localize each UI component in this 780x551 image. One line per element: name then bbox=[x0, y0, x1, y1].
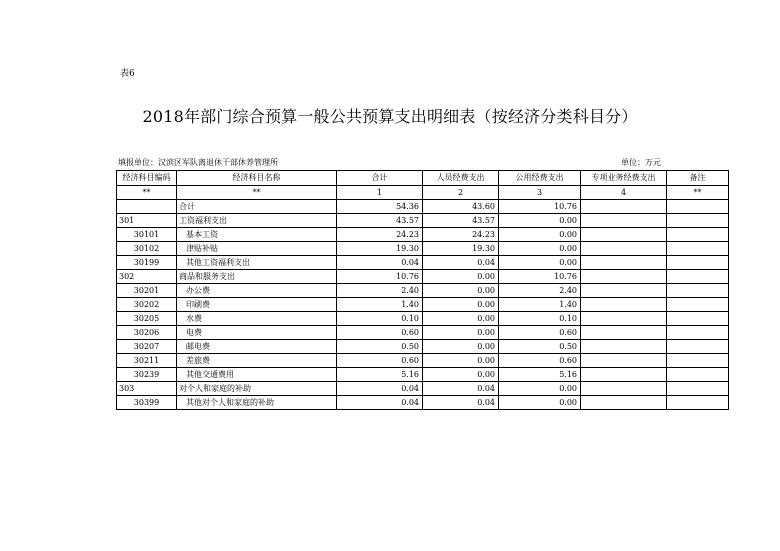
name-cell: 其他工资福利支出 bbox=[177, 256, 337, 270]
table-row bbox=[117, 214, 729, 228]
total-cell: 54.36 bbox=[337, 200, 423, 214]
header-total: 合计 bbox=[337, 171, 423, 186]
special-cell bbox=[581, 298, 667, 312]
special-cell bbox=[581, 284, 667, 298]
special-cell bbox=[581, 256, 667, 270]
table-row bbox=[117, 368, 729, 382]
personnel-cell: 24.23 bbox=[423, 228, 499, 242]
index-cell: 4 bbox=[581, 186, 667, 200]
table-row bbox=[117, 326, 729, 340]
total-cell: 1.40 bbox=[337, 298, 423, 312]
note-cell bbox=[667, 312, 729, 326]
header-code: 经济科目编码 bbox=[117, 171, 177, 186]
special-cell bbox=[581, 200, 667, 214]
personnel-cell: 43.57 bbox=[423, 214, 499, 228]
note-cell bbox=[667, 368, 729, 382]
personnel-cell: 0.00 bbox=[423, 354, 499, 368]
personnel-cell: 43.60 bbox=[423, 200, 499, 214]
note-cell bbox=[667, 298, 729, 312]
index-row bbox=[117, 186, 729, 200]
note-cell bbox=[667, 284, 729, 298]
budget-table bbox=[116, 170, 729, 410]
note-cell bbox=[667, 270, 729, 284]
total-cell: 19.30 bbox=[337, 242, 423, 256]
note-cell bbox=[667, 326, 729, 340]
personnel-cell: 0.00 bbox=[423, 298, 499, 312]
special-cell bbox=[581, 340, 667, 354]
table-number: 表6 bbox=[120, 69, 135, 79]
total-cell: 2.40 bbox=[337, 284, 423, 298]
public-cell: 0.00 bbox=[499, 242, 581, 256]
code-cell: 303 bbox=[117, 382, 177, 396]
personnel-cell: 0.04 bbox=[423, 382, 499, 396]
code-cell: 30399 bbox=[117, 396, 177, 410]
total-cell: 0.04 bbox=[337, 396, 423, 410]
personnel-cell: 0.00 bbox=[423, 284, 499, 298]
total-cell: 24.23 bbox=[337, 228, 423, 242]
name-cell: 差旅费 bbox=[177, 354, 337, 368]
code-cell: 30102 bbox=[117, 242, 177, 256]
code-cell: 30202 bbox=[117, 298, 177, 312]
note-cell bbox=[667, 228, 729, 242]
note-cell bbox=[667, 340, 729, 354]
special-cell bbox=[581, 228, 667, 242]
code-cell: 301 bbox=[117, 214, 177, 228]
code-cell: 30101 bbox=[117, 228, 177, 242]
table-row bbox=[117, 312, 729, 326]
code-cell: 30205 bbox=[117, 312, 177, 326]
index-cell: ** bbox=[667, 186, 729, 200]
note-cell bbox=[667, 382, 729, 396]
table-row bbox=[117, 382, 729, 396]
total-cell: 5.16 bbox=[337, 368, 423, 382]
personnel-cell: 0.00 bbox=[423, 270, 499, 284]
total-cell: 0.04 bbox=[337, 382, 423, 396]
name-cell: 工资福利支出 bbox=[177, 214, 337, 228]
personnel-cell: 0.00 bbox=[423, 326, 499, 340]
public-cell: 0.50 bbox=[499, 340, 581, 354]
public-cell: 0.60 bbox=[499, 354, 581, 368]
table-row bbox=[117, 354, 729, 368]
name-cell: 办公费 bbox=[177, 284, 337, 298]
personnel-cell: 0.00 bbox=[423, 340, 499, 354]
public-cell: 10.76 bbox=[499, 270, 581, 284]
name-cell: 其他对个人和家庭的补助 bbox=[177, 396, 337, 410]
personnel-cell: 0.04 bbox=[423, 396, 499, 410]
public-cell: 2.40 bbox=[499, 284, 581, 298]
reporting-unit: 填报单位：汉滨区军队离退休干部休养管理所 bbox=[118, 158, 278, 167]
name-cell: 其他交通费用 bbox=[177, 368, 337, 382]
special-cell bbox=[581, 312, 667, 326]
header-row bbox=[117, 171, 729, 186]
public-cell: 1.40 bbox=[499, 298, 581, 312]
index-cell: 2 bbox=[423, 186, 499, 200]
table-row bbox=[117, 256, 729, 270]
code-cell: 30207 bbox=[117, 340, 177, 354]
name-cell: 电费 bbox=[177, 326, 337, 340]
public-cell: 0.00 bbox=[499, 228, 581, 242]
code-cell: 30206 bbox=[117, 326, 177, 340]
table-row bbox=[117, 298, 729, 312]
special-cell bbox=[581, 270, 667, 284]
public-cell: 0.00 bbox=[499, 382, 581, 396]
total-cell: 10.76 bbox=[337, 270, 423, 284]
header-special: 专项业务经费支出 bbox=[581, 171, 667, 186]
name-cell: 商品和服务支出 bbox=[177, 270, 337, 284]
special-cell bbox=[581, 214, 667, 228]
table-row bbox=[117, 270, 729, 284]
name-cell: 水费 bbox=[177, 312, 337, 326]
table-row bbox=[117, 284, 729, 298]
header-personnel: 人员经费支出 bbox=[423, 171, 499, 186]
note-cell bbox=[667, 256, 729, 270]
public-cell: 0.60 bbox=[499, 326, 581, 340]
index-cell: 3 bbox=[499, 186, 581, 200]
personnel-cell: 0.04 bbox=[423, 256, 499, 270]
note-cell bbox=[667, 354, 729, 368]
personnel-cell: 0.00 bbox=[423, 368, 499, 382]
index-cell: 1 bbox=[337, 186, 423, 200]
name-cell: 邮电费 bbox=[177, 340, 337, 354]
personnel-cell: 19.30 bbox=[423, 242, 499, 256]
public-cell: 10.76 bbox=[499, 200, 581, 214]
total-cell: 43.57 bbox=[337, 214, 423, 228]
public-cell: 5.16 bbox=[499, 368, 581, 382]
index-cell: ** bbox=[177, 186, 337, 200]
special-cell bbox=[581, 396, 667, 410]
code-cell: 302 bbox=[117, 270, 177, 284]
total-cell: 0.04 bbox=[337, 256, 423, 270]
code-cell: 30211 bbox=[117, 354, 177, 368]
name-cell: 合计 bbox=[177, 200, 337, 214]
special-cell bbox=[581, 368, 667, 382]
total-cell: 0.10 bbox=[337, 312, 423, 326]
code-cell bbox=[117, 200, 177, 214]
name-cell: 基本工资 bbox=[177, 228, 337, 242]
note-cell bbox=[667, 396, 729, 410]
total-cell: 0.50 bbox=[337, 340, 423, 354]
code-cell: 30201 bbox=[117, 284, 177, 298]
public-cell: 0.10 bbox=[499, 312, 581, 326]
total-cell: 0.60 bbox=[337, 326, 423, 340]
header-note: 备注 bbox=[667, 171, 729, 186]
public-cell: 0.00 bbox=[499, 256, 581, 270]
note-cell bbox=[667, 214, 729, 228]
header-name: 经济科目名称 bbox=[177, 171, 337, 186]
special-cell bbox=[581, 382, 667, 396]
public-cell: 0.00 bbox=[499, 396, 581, 410]
currency-unit: 单位：万元 bbox=[621, 158, 661, 167]
table-row bbox=[117, 340, 729, 354]
table-row bbox=[117, 396, 729, 410]
header-public: 公用经费支出 bbox=[499, 171, 581, 186]
table-row bbox=[117, 228, 729, 242]
code-cell: 30199 bbox=[117, 256, 177, 270]
special-cell bbox=[581, 326, 667, 340]
name-cell: 对个人和家庭的补助 bbox=[177, 382, 337, 396]
table-row bbox=[117, 200, 729, 214]
name-cell: 印刷费 bbox=[177, 298, 337, 312]
note-cell bbox=[667, 242, 729, 256]
total-cell: 0.60 bbox=[337, 354, 423, 368]
page-title: 2018年部门综合预算一般公共预算支出明细表（按经济分类科目分） bbox=[142, 107, 638, 126]
special-cell bbox=[581, 354, 667, 368]
name-cell: 津贴补贴 bbox=[177, 242, 337, 256]
table-row bbox=[117, 242, 729, 256]
code-cell: 30239 bbox=[117, 368, 177, 382]
index-cell: ** bbox=[117, 186, 177, 200]
personnel-cell: 0.00 bbox=[423, 312, 499, 326]
note-cell bbox=[667, 200, 729, 214]
public-cell: 0.00 bbox=[499, 214, 581, 228]
special-cell bbox=[581, 242, 667, 256]
